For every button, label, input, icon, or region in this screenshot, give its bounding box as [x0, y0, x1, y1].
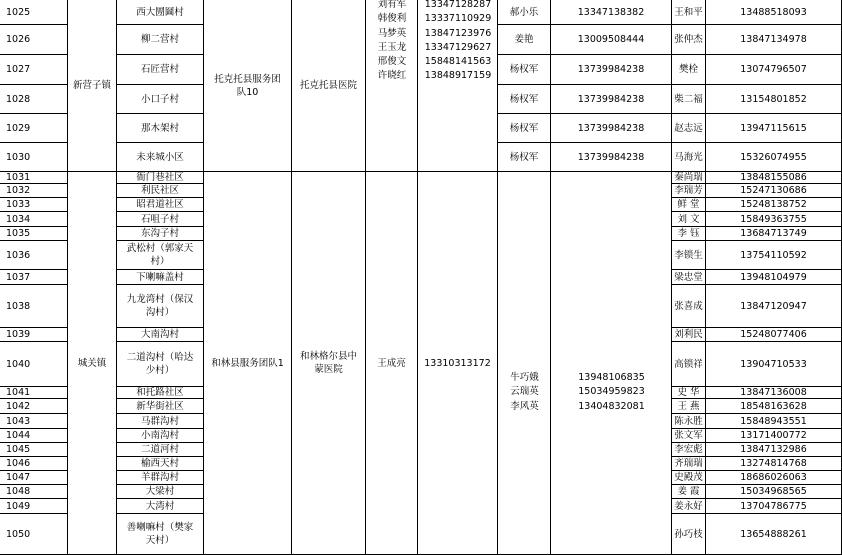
row-number: 1034	[0, 212, 68, 227]
row-number: 1030	[0, 143, 68, 172]
village-name: 马群沟村	[117, 414, 204, 429]
official-name: 樊栓	[672, 55, 706, 85]
contact-phone: 13347138382	[551, 0, 672, 25]
contact-phone: 13739984238	[551, 85, 672, 114]
official-name: 张仲杰	[672, 25, 706, 55]
contact-name: 姜艳	[498, 25, 551, 55]
official-name: 梁忠堂	[672, 270, 706, 285]
contact-phone: 13739984238	[551, 55, 672, 85]
row-number: 1044	[0, 429, 68, 443]
contact-name: 杨权军	[498, 143, 551, 172]
official-name: 李锁生	[672, 241, 706, 270]
town-name: 新营子镇	[68, 0, 117, 172]
row-number: 1040	[0, 342, 68, 387]
village-name: 大南沟村	[117, 328, 204, 342]
row-number: 1037	[0, 270, 68, 285]
service-team: 和林县服务团队1	[204, 172, 292, 555]
village-name: 新华街社区	[117, 399, 204, 414]
village-name: 石匠营村	[117, 55, 204, 85]
row-number: 1045	[0, 443, 68, 457]
doctor-name-list: 刘有军 韩俊利 马梦英 王玉龙 邢俊文 许晓红	[377, 0, 407, 82]
official-phone: 13754110592	[706, 241, 842, 270]
row-number: 1041	[0, 387, 68, 399]
official-name: 孙巧枝	[672, 514, 706, 555]
row-number: 1026	[0, 25, 68, 55]
hospital-name: 托克托县医院	[292, 0, 366, 172]
village-name: 九龙湾村（保汉 沟村）	[117, 285, 204, 328]
official-name: 史殿茂	[672, 471, 706, 485]
contact-phone-list: 13948106835 15034959823 13404832081	[578, 372, 645, 412]
official-name: 秦尚瑞	[672, 172, 706, 184]
row-number: 1036	[0, 241, 68, 270]
row-number: 1047	[0, 471, 68, 485]
village-name: 大梁村	[117, 485, 204, 499]
official-phone: 13848155086	[706, 172, 842, 184]
official-name: 李宏彪	[672, 443, 706, 457]
row-number: 1050	[0, 514, 68, 555]
official-name: 赵志远	[672, 114, 706, 143]
official-phone: 13847132986	[706, 443, 842, 457]
village-name: 小口子村	[117, 85, 204, 114]
village-name: 柳二营村	[117, 25, 204, 55]
official-phone: 15247130686	[706, 184, 842, 198]
official-phone: 13488518093	[706, 0, 842, 25]
row-number: 1032	[0, 184, 68, 198]
official-phone: 15849363755	[706, 212, 842, 227]
official-phone: 15848943551	[706, 414, 842, 429]
official-phone: 13847136008	[706, 387, 842, 399]
village-name: 二道沟村（哈达 少村）	[117, 342, 204, 387]
official-phone: 13948104979	[706, 270, 842, 285]
village-name: 二道河村	[117, 443, 204, 457]
official-phone: 13274814768	[706, 457, 842, 471]
village-name: 武松村（郭家天 村）	[117, 241, 204, 270]
village-name: 大湾村	[117, 499, 204, 514]
contact-name: 杨权军	[498, 85, 551, 114]
village-name: 衙门巷社区	[117, 172, 204, 184]
official-name: 高锁祥	[672, 342, 706, 387]
row-number: 1042	[0, 399, 68, 414]
village-name: 未来城小区	[117, 143, 204, 172]
official-name: 刘利民	[672, 328, 706, 342]
official-phone: 15248077406	[706, 328, 842, 342]
official-phone: 13904710533	[706, 342, 842, 387]
service-team: 托克托县服务团 队10	[204, 0, 292, 172]
village-name: 昭君道社区	[117, 198, 204, 212]
official-name: 齐瑞瑞	[672, 457, 706, 471]
contact-name-list: 牛巧娥 云瑞英 李风英	[510, 372, 539, 412]
contact-phone: 13739984238	[551, 143, 672, 172]
official-name: 王 燕	[672, 399, 706, 414]
official-phone: 13847134978	[706, 25, 842, 55]
town-name: 城关镇	[68, 172, 117, 555]
doctor-phones: 13310313172	[418, 172, 498, 555]
official-phone: 13947115615	[706, 114, 842, 143]
official-phone: 13074796507	[706, 55, 842, 85]
row-number: 1038	[0, 285, 68, 328]
official-phone: 15034968565	[706, 485, 842, 499]
hospital-name: 和林格尔县中 蒙医院	[292, 172, 366, 555]
official-name: 鲜 堂	[672, 198, 706, 212]
row-number: 1025	[0, 0, 68, 25]
official-phone: 18548163628	[706, 399, 842, 414]
contact-name: 杨权军	[498, 55, 551, 85]
official-phone: 15326074955	[706, 143, 842, 172]
official-phone: 15248138752	[706, 198, 842, 212]
row-number: 1048	[0, 485, 68, 499]
official-name: 史 华	[672, 387, 706, 399]
row-number: 1029	[0, 114, 68, 143]
official-name: 李 钰	[672, 227, 706, 241]
row-number: 1033	[0, 198, 68, 212]
village-name: 利民社区	[117, 184, 204, 198]
village-name: 小南沟村	[117, 429, 204, 443]
row-number: 1043	[0, 414, 68, 429]
doctor-names: 王成亮	[366, 172, 418, 555]
official-name: 张文军	[672, 429, 706, 443]
contact-name: 郝小乐	[498, 0, 551, 25]
village-name: 石咀子村	[117, 212, 204, 227]
official-phone: 13654888261	[706, 514, 842, 555]
official-name: 李瑞芳	[672, 184, 706, 198]
village-name: 下喇嘛盖村	[117, 270, 204, 285]
village-name: 和托路社区	[117, 387, 204, 399]
official-phone: 13704786775	[706, 499, 842, 514]
official-phone: 13684713749	[706, 227, 842, 241]
row-number: 1046	[0, 457, 68, 471]
official-name: 马海光	[672, 143, 706, 172]
row-number: 1031	[0, 172, 68, 184]
official-name: 王和平	[672, 0, 706, 25]
row-number: 1028	[0, 85, 68, 114]
contact-phones	[551, 172, 672, 555]
village-name: 西大圐圙村	[117, 0, 204, 25]
official-phone: 13171400772	[706, 429, 842, 443]
contact-phone: 13009508444	[551, 25, 672, 55]
village-name: 善喇嘛村（樊家 天村）	[117, 514, 204, 555]
village-name: 榆西天村	[117, 457, 204, 471]
village-name: 羊群沟村	[117, 471, 204, 485]
row-number: 1049	[0, 499, 68, 514]
village-name: 那木架村	[117, 114, 204, 143]
official-name: 姜永好	[672, 499, 706, 514]
official-phone: 18686026063	[706, 471, 842, 485]
village-name: 东沟子村	[117, 227, 204, 241]
official-name: 柴二福	[672, 85, 706, 114]
contact-names	[498, 172, 551, 555]
official-name: 姜 霞	[672, 485, 706, 499]
row-number: 1039	[0, 328, 68, 342]
official-phone: 13154801852	[706, 85, 842, 114]
official-name: 陈永胜	[672, 414, 706, 429]
row-number: 1027	[0, 55, 68, 85]
row-number: 1035	[0, 227, 68, 241]
contact-name: 杨权军	[498, 114, 551, 143]
official-phone: 13847120947	[706, 285, 842, 328]
doctor-phone-list: 13347128287 13337110929 13847123976 13347129627 15848141563 13848917159	[424, 0, 492, 82]
official-name: 张喜成	[672, 285, 706, 328]
official-name: 刘 文	[672, 212, 706, 227]
contact-phone: 13739984238	[551, 114, 672, 143]
